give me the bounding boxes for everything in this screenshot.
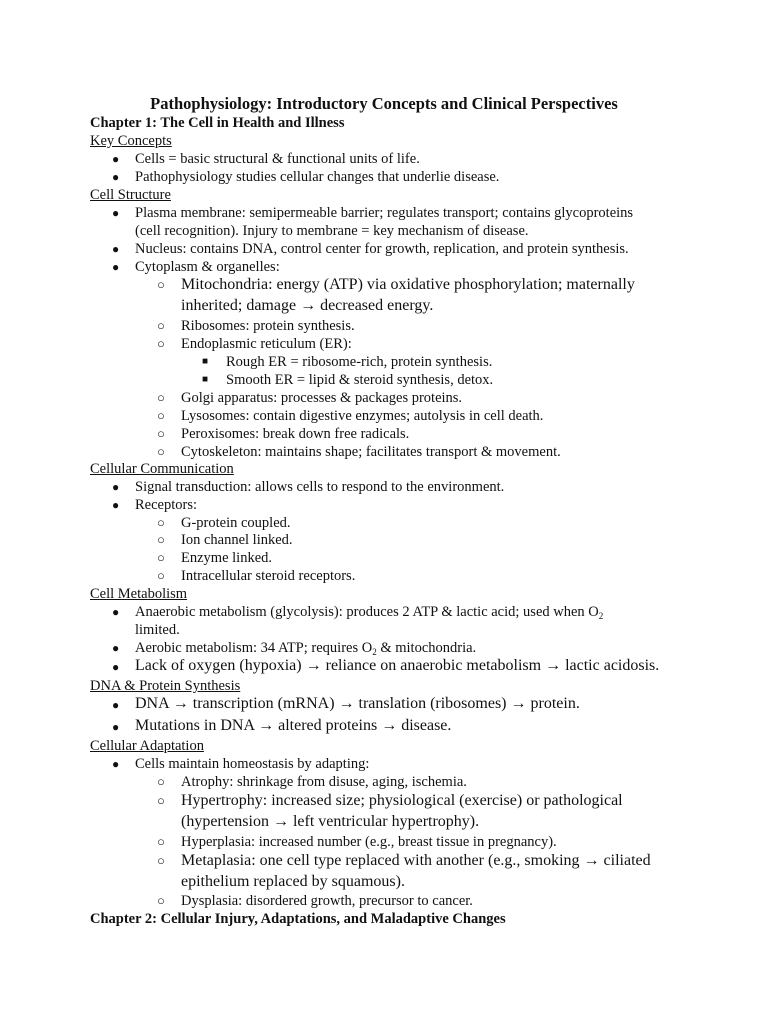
bullet-marker: ● bbox=[112, 641, 120, 655]
list-item-continuation: (hypertension → left ventricular hypertrophy). bbox=[181, 813, 480, 830]
list-item: Receptors: bbox=[135, 497, 198, 513]
chapter-1-heading: Chapter 1: The Cell in Health and Illness bbox=[90, 115, 345, 131]
bullet-marker: ● bbox=[112, 698, 120, 712]
circle-marker: ○ bbox=[157, 318, 165, 333]
list-item: Pathophysiology studies cellular changes that underlie disease. bbox=[135, 169, 500, 185]
square-marker: ■ bbox=[202, 374, 209, 385]
list-item: DNA → transcription (mRNA) → translation (ribosomes) → protein. bbox=[135, 695, 580, 712]
list-item-continuation: epithelium replaced by squamous). bbox=[181, 873, 405, 890]
item-text: Aerobic metabolism: 34 ATP; requires O bbox=[135, 640, 373, 656]
bullet-marker: ● bbox=[112, 605, 120, 619]
circle-marker: ○ bbox=[157, 793, 165, 808]
bullet-marker: ● bbox=[112, 242, 120, 256]
bullet-marker: ● bbox=[112, 206, 120, 220]
circle-marker: ○ bbox=[157, 515, 165, 530]
bullet-marker: ● bbox=[112, 480, 120, 494]
list-item: Peroxisomes: break down free radicals. bbox=[181, 426, 410, 442]
list-item: Rough ER = ribosome-rich, protein synthesis. bbox=[226, 354, 493, 370]
circle-marker: ○ bbox=[157, 893, 165, 908]
bullet-marker: ● bbox=[112, 170, 120, 184]
circle-marker: ○ bbox=[157, 774, 165, 789]
list-item: Plasma membrane: semipermeable barrier; regulates transport; contains glycoproteins bbox=[135, 205, 634, 221]
section-cell-structure: Cell Structure bbox=[90, 187, 171, 203]
bullet-marker: ● bbox=[112, 498, 120, 512]
list-item: Endoplasmic reticulum (ER): bbox=[181, 336, 352, 352]
circle-marker: ○ bbox=[157, 444, 165, 459]
circle-marker: ○ bbox=[157, 550, 165, 565]
list-item: Intracellular steroid receptors. bbox=[181, 568, 356, 584]
list-item: Mitochondria: energy (ATP) via oxidative phosphorylation; maternally bbox=[181, 276, 635, 293]
list-item: Nucleus: contains DNA, control center for growth, replication, and protein synthesis. bbox=[135, 241, 629, 257]
list-item: Ion channel linked. bbox=[181, 532, 293, 548]
subscript: 2 bbox=[598, 611, 604, 621]
list-item: Lysosomes: contain digestive enzymes; autolysis in cell death. bbox=[181, 408, 544, 424]
item-text: Anaerobic metabolism (glycolysis): produces 2 ATP & lactic acid; used when O bbox=[135, 604, 599, 620]
list-item-continuation: inherited; damage → decreased energy. bbox=[181, 297, 434, 314]
circle-marker: ○ bbox=[157, 277, 165, 292]
list-item: Dysplasia: disordered growth, precursor to cancer. bbox=[181, 893, 473, 909]
list-item: Ribosomes: protein synthesis. bbox=[181, 318, 355, 334]
list-item: Smooth ER = lipid & steroid synthesis, detox. bbox=[226, 372, 494, 388]
list-item: Mutations in DNA → altered proteins → disease. bbox=[135, 717, 452, 734]
square-marker: ■ bbox=[202, 356, 209, 367]
list-item: Hypertrophy: increased size; physiological (exercise) or pathological bbox=[181, 792, 623, 809]
chapter-2-heading: Chapter 2: Cellular Injury, Adaptations, and Maladaptive Changes bbox=[90, 911, 506, 927]
circle-marker: ○ bbox=[157, 408, 165, 423]
bullet-marker: ● bbox=[112, 660, 120, 674]
section-key-concepts: Key Concepts bbox=[90, 133, 172, 149]
list-item-continuation: limited. bbox=[135, 622, 180, 638]
bullet-marker: ● bbox=[112, 152, 120, 166]
bullet-marker: ● bbox=[112, 720, 120, 734]
subscript: 2 bbox=[372, 647, 377, 657]
circle-marker: ○ bbox=[157, 390, 165, 405]
circle-marker: ○ bbox=[157, 853, 165, 868]
bullet-marker: ● bbox=[112, 757, 120, 771]
circle-marker: ○ bbox=[157, 336, 165, 351]
circle-marker: ○ bbox=[157, 426, 165, 441]
list-item bbox=[135, 639, 476, 657]
bullet-marker: ● bbox=[112, 260, 120, 274]
list-item-continuation: (cell recognition). Injury to membrane = key mechanism of disease. bbox=[135, 223, 529, 239]
list-item: Cytoplasm & organelles: bbox=[135, 259, 280, 275]
section-cellular-adaptation: Cellular Adaptation bbox=[90, 738, 204, 754]
section-cell-metabolism: Cell Metabolism bbox=[90, 586, 188, 602]
list-item: Hyperplasia: increased number (e.g., breast tissue in pregnancy). bbox=[181, 834, 557, 850]
circle-marker: ○ bbox=[157, 568, 165, 583]
list-item: Golgi apparatus: processes & packages proteins. bbox=[181, 390, 463, 406]
item-text: & mitochondria. bbox=[376, 640, 477, 656]
list-item: Metaplasia: one cell type replaced with another (e.g., smoking → ciliated bbox=[181, 852, 651, 869]
list-item: Enzyme linked. bbox=[181, 550, 273, 566]
document-title: Pathophysiology: Introductory Concepts and Clinical Perspectives bbox=[150, 94, 618, 113]
list-item: Lack of oxygen (hypoxia) → reliance on anaerobic metabolism → lactic acidosis. bbox=[135, 657, 660, 674]
list-item: Signal transduction: allows cells to respond to the environment. bbox=[135, 479, 505, 495]
list-item: Cytoskeleton: maintains shape; facilitates transport & movement. bbox=[181, 444, 561, 460]
list-item bbox=[135, 603, 603, 621]
circle-marker: ○ bbox=[157, 532, 165, 547]
list-item: Cells maintain homeostasis by adapting: bbox=[135, 756, 370, 772]
list-item: Cells = basic structural & functional units of life. bbox=[135, 151, 420, 167]
section-cellular-communication: Cellular Communication bbox=[90, 461, 234, 477]
list-item: Atrophy: shrinkage from disuse, aging, ischemia. bbox=[181, 774, 467, 790]
section-dna-protein-synthesis: DNA & Protein Synthesis bbox=[90, 678, 241, 694]
list-item: G-protein coupled. bbox=[181, 515, 291, 531]
circle-marker: ○ bbox=[157, 834, 165, 849]
